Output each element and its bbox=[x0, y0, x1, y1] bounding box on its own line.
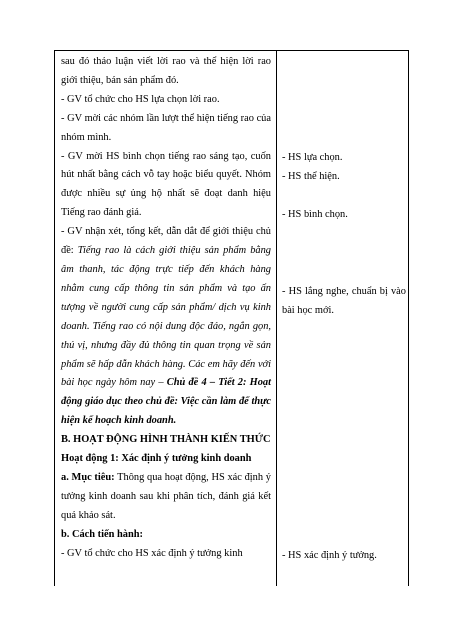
last-step-text: - GV tổ chức cho HS xác định ý tưởng kinh bbox=[61, 547, 243, 559]
step-choose-call: - GV tổ chức cho HS lựa chọn lời rao. bbox=[61, 93, 220, 105]
activity-1-heading: Hoạt động 1: Xác định ý tưởng kinh doanh bbox=[61, 453, 252, 465]
summary-topic-title: Chủ đề 4 – Tiết 2: Hoạt động giáo dục theo chủ đề: Việc cần làm để thực hiện kế hoạch kinh doanh. bbox=[61, 377, 272, 427]
summary-lead: - GV nhận xét, tổng kết, dẫn dắt để giới thiệu chủ đề: bbox=[61, 226, 271, 257]
goal-label: a. Mục tiêu: bbox=[61, 471, 115, 483]
method-label: b. Cách tiến hành: bbox=[61, 528, 143, 540]
step-perform-call: - GV mời các nhóm lần lượt thể hiện tiếng rao của nhóm mình. bbox=[61, 112, 271, 143]
goal-paragraph bbox=[61, 469, 271, 526]
student-response-perform: - HS thể hiện. bbox=[282, 171, 340, 182]
goal-text: Thông qua hoạt động, HS xác định ý tưởng kinh doanh sau khi phân tích, đánh giá kết quả khảo sát. bbox=[61, 471, 271, 521]
summary-italic: Tiếng rao là cách giới thiệu sản phẩm bằng âm thanh, tác động trực tiếp đến khách hàng nhằm cung cấp thông tin sản phẩm và tạo ấn tượng về người cung cấp sản phẩm/ dịch vụ kinh doanh. Tiếng rao có nội dung độc đáo, ngắn gọn, thú vị, nhưng đầy đủ thông tin quan trọng về sản phẩm sẽ hấp dẫn khách hàng. Các em hãy đến với bài học ngày hôm nay – bbox=[61, 245, 271, 389]
step-vote-call: - GV mời HS bình chọn tiếng rao sáng tạo, cuốn hút nhất bằng cách vỗ tay hoặc biểu quyết. Nhóm được nhiều sự ủng hộ nhất sẽ đoạt danh hiệu Tiếng rao đánh giá. bbox=[61, 150, 271, 219]
section-b-heading: B. HOẠT ĐỘNG HÌNH THÀNH KIẾN THỨC bbox=[61, 434, 271, 446]
intro-text: sau đó thảo luận viết lời rao và thể hiện lời rao giới thiệu, bán sản phẩm đó. bbox=[61, 56, 271, 86]
student-response-choose: - HS lựa chọn. bbox=[282, 152, 343, 163]
step-summary bbox=[61, 223, 271, 431]
student-response-listen: - HS lắng nghe, chuẩn bị vào bài học mới. bbox=[282, 286, 406, 316]
column-divider bbox=[276, 51, 277, 586]
student-response-idea: - HS xác định ý tưởng. bbox=[282, 550, 377, 561]
lesson-table bbox=[54, 50, 409, 586]
teacher-activities-column bbox=[61, 53, 271, 563]
student-response-vote: - HS bình chọn. bbox=[282, 209, 348, 220]
